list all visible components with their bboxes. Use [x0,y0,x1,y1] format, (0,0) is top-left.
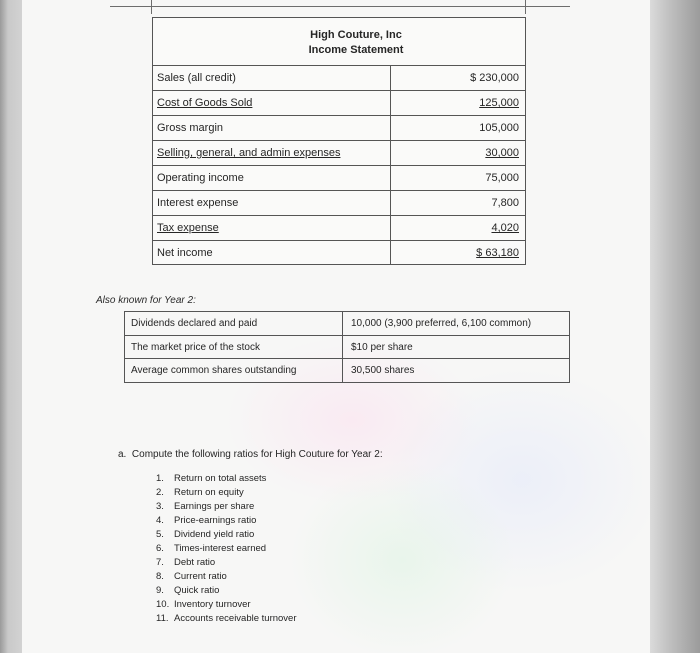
list-item [156,570,297,584]
item-text: Earnings per share [174,501,255,512]
row-label: The market price of the stock [125,336,343,359]
table-row [153,90,525,115]
row-value: 30,500 shares [351,365,415,376]
row-label: Dividends declared and paid [125,312,343,335]
company-name: High Couture, Inc [310,29,402,41]
row-label: Tax expense [153,216,391,240]
income-statement-table [152,17,526,265]
item-number: 5. [156,529,164,540]
top-divider [525,0,526,14]
also-known-heading: Also known for Year 2: [96,295,196,306]
table-row [125,312,569,336]
list-item [156,584,297,598]
item-number: 10. [156,599,170,610]
list-item [156,612,297,626]
item-number: 6. [156,543,164,554]
top-rule [110,6,570,7]
row-label: Average common shares outstanding [125,359,343,382]
table-row [153,190,525,215]
table-row [153,240,525,265]
row-value: 125,000 [479,97,519,109]
list-item [156,598,297,612]
item-text: Return on equity [174,487,244,498]
table-row [153,215,525,240]
item-text: Accounts receivable turnover [174,613,297,624]
row-label: Selling, general, and admin expenses [153,141,391,165]
table-row [125,335,569,359]
table-row [153,115,525,140]
row-value: $10 per share [351,342,413,353]
item-number: 7. [156,557,164,568]
list-item [156,556,297,570]
table-row [125,358,569,382]
item-text: Quick ratio [174,585,220,596]
item-number: 4. [156,515,164,526]
item-number: 9. [156,585,164,596]
row-value: 105,000 [479,122,519,134]
item-number: 11. [156,613,169,624]
item-text: Return on total assets [174,473,267,484]
list-item [156,528,297,542]
row-label: Sales (all credit) [153,66,391,90]
also-known-table [124,311,570,383]
question-prompt [118,449,383,460]
table-row [153,65,525,90]
row-label: Cost of Goods Sold [153,91,391,115]
row-value: 4,020 [491,222,519,234]
row-value: 75,000 [485,172,519,184]
row-value: $ 230,000 [470,72,519,84]
list-item [156,500,297,514]
list-item [156,542,297,556]
list-item [156,514,297,528]
item-number: 1. [156,473,164,484]
row-label: Operating income [153,166,391,190]
item-text: Current ratio [174,571,227,582]
item-number: 3. [156,501,164,512]
item-number: 2. [156,487,164,498]
table-row [153,165,525,190]
row-label: Net income [153,241,391,265]
question-text: Compute the following ratios for High Couture for Year 2: [131,449,383,460]
row-value: 10,000 (3,900 preferred, 6,100 common) [351,318,532,329]
question-letter: a. [118,449,127,460]
item-number: 8. [156,571,164,582]
table-row [153,140,525,165]
top-divider [151,0,152,14]
item-text: Times-interest earned [174,543,267,554]
row-value: 7,800 [491,197,519,209]
item-text: Debt ratio [174,557,216,568]
ratio-list [156,472,297,626]
statement-title [153,28,525,58]
list-item [156,472,297,486]
item-text: Price-earnings ratio [174,515,257,526]
row-label: Gross margin [153,116,391,140]
row-value: $ 63,180 [476,247,519,259]
row-value: 30,000 [485,147,519,159]
item-text: Dividend yield ratio [174,529,255,540]
row-label: Interest expense [153,191,391,215]
item-text: Inventory turnover [174,599,251,610]
list-item [156,486,297,500]
statement-name: Income Statement [308,44,404,56]
